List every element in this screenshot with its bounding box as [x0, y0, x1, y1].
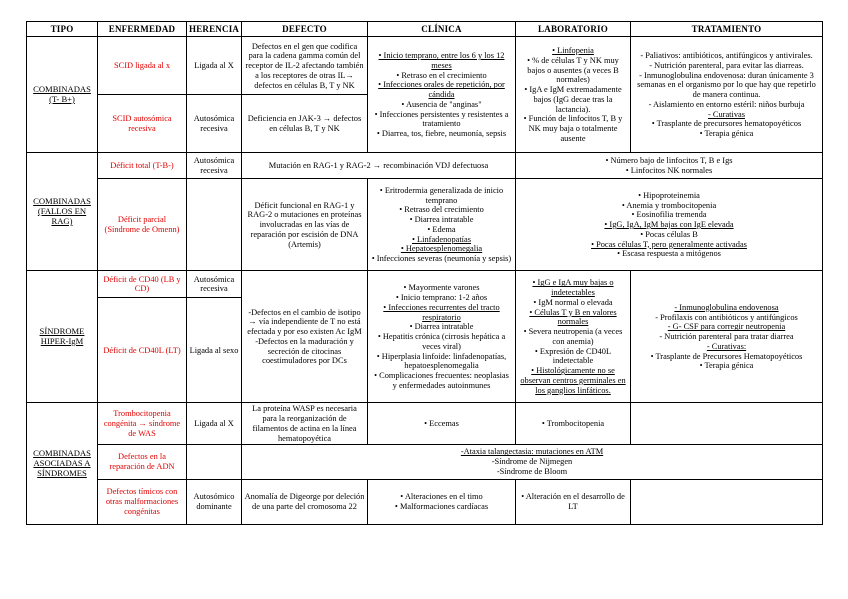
- higm-lab-line: • Severa neutropenia (a veces con anemia): [523, 327, 623, 346]
- row-rag-parcial: [27, 179, 823, 271]
- rag-total-resto: [516, 153, 823, 179]
- header-row: [27, 22, 823, 37]
- higm-clinica-line: • Complicaciones frecuentes: neoplasias y enfermedades autoinmunes: [374, 371, 509, 390]
- rag-parcial-resto: [516, 179, 823, 271]
- higm-clinica-line: • Diarrea intratable: [409, 322, 474, 332]
- higm-trat-line: - Profilaxis con antibióticos y antifúngicos: [655, 312, 798, 322]
- scid-x-defecto: Defectos en el gen que codifica para la cadena gamma común del receptor de IL-2 afectando también a los receptores de otras IL→ defectos en células B, T y NK: [242, 37, 368, 95]
- rag-parcial-defecto: Déficit funcional en RAG-1 y RAG-2 o mutaciones en proteínas involucradas en las vías de reparación por escisión de DNA (Artemis): [242, 179, 368, 271]
- rag-resto-line: • Pocas células T, pero generalmente activadas: [591, 239, 747, 249]
- higm-trat-line: • Trasplante de Precursores Hematopoyéticos: [650, 351, 803, 361]
- header-tipo: TIPO: [27, 22, 98, 37]
- was-clinica: • Eccemas: [368, 403, 516, 445]
- scid-clinica-line: • Infecciones orales de repetición, por cándida: [378, 80, 505, 100]
- rag-resto-line: • IgG, IgA, IgM bajas con IgE elevada: [604, 220, 734, 230]
- adn-line: -Síndrome de Bloom: [496, 466, 568, 476]
- was-herencia: Ligada al X: [187, 403, 242, 445]
- rag-clinica-line: • Hepatoesplenomegalia: [400, 244, 483, 254]
- rag-total-herencia: Autosómica recesiva: [187, 153, 242, 179]
- higm-clinica: [368, 271, 516, 403]
- rag-clinica-line: • Eritrodermia generalizada de inicio temprano: [379, 185, 504, 205]
- row-cd40: [27, 271, 823, 298]
- row-was: [27, 403, 823, 445]
- scid-clinica-line: • Retraso en el crecimiento: [396, 70, 487, 80]
- group-higm: SÍNDROME HIPER-IgM: [27, 271, 98, 403]
- higm-trat-line: - G- CSF para corregir neutropenia: [667, 322, 786, 332]
- row-rag-total: [27, 153, 823, 179]
- scid-lab-line: • IgA e IgM extremadamente bajos (IgG decae tras la lactancia).: [524, 85, 622, 114]
- timicos-tratamiento: [631, 479, 823, 524]
- timicos-enfermedad: Defectos tímicos con otras malformaciones congénitas: [98, 479, 187, 524]
- higm-lab-line: • Expresión de CD40L indetectable: [534, 346, 612, 366]
- adn-enfermedad: Defectos en la reparación de ADN: [98, 445, 187, 479]
- scid-clinica-line: • Ausencia de "anginas": [401, 99, 482, 109]
- adn-herencia: [187, 445, 242, 479]
- header-laboratorio: LABORATORIO: [516, 22, 631, 37]
- rag-clinica-line: • Retraso del crecimiento: [399, 205, 484, 215]
- scid-tratamiento: [631, 37, 823, 153]
- adn-line: -Síndrome de Nijmegen: [491, 457, 573, 467]
- timicos-clinica-line: • Malformaciones cardíacas: [394, 501, 489, 511]
- scid-clinica-line: • Infecciones persistentes y resistentes a tratamiento: [374, 109, 509, 129]
- rag-resto-line: • Eosinofilia tremenda: [631, 210, 707, 220]
- was-laboratorio: • Trombocitopenia: [516, 403, 631, 445]
- was-enfermedad: Trombocitopenia congénita → síndrome de WAS: [98, 403, 187, 445]
- cd40-herencia: Autosómica recesiva: [187, 271, 242, 298]
- scid-trat-line: • Terapia génica: [699, 129, 754, 139]
- rag-clinica-line: • Diarrea intratable: [409, 215, 474, 225]
- scid-trat-line: • Trasplante de precursores hematopoyéticos: [651, 119, 802, 129]
- scid-lab-line: • % de células T y NK muy bajos o ausentes (a veces B normales): [527, 55, 619, 85]
- rag-resto-line: • Escasa respuesta a mitógenos: [617, 249, 721, 259]
- scid-ar-herencia: Autosómica recesiva: [187, 95, 242, 153]
- rag-parcial-clinica: [368, 179, 516, 271]
- timicos-defecto: Anomalía de Digeorge por deleción de una parte del cromosoma 22: [242, 479, 368, 524]
- row-scid-x: [27, 37, 823, 95]
- rag-parcial-enfermedad: Déficit parcial (Síndrome de Omenn): [98, 179, 187, 271]
- rag-total-line: • Linfocitos NK normales: [625, 165, 713, 175]
- scid-clinica-line: • Diarrea, tos, fiebre, neumonía, sepsis: [376, 129, 507, 139]
- rag-clinica-line: • Linfadenopatías: [412, 234, 471, 244]
- scid-clinica-line: • Inicio temprano, entre los 6 y los 12 meses: [378, 51, 505, 70]
- adn-line: -Ataxia talangectasia: mutaciones en ATM: [460, 447, 604, 457]
- header-enfermedad: ENFERMEDAD: [98, 22, 187, 37]
- was-defecto: La proteína WASP es necesaria para la reorganización de filamentos de actina en la línea hematopoyética: [242, 403, 368, 445]
- adn-detalle: [242, 445, 823, 479]
- higm-tratamiento: [631, 271, 823, 403]
- timicos-laboratorio: • Alteración en el desarrollo de LT: [516, 479, 631, 524]
- scid-trat-line: - Inmunoglobulina endovenosa: duran únicamente 3 semanas en el organismo por lo que hay que repetirlo de manera continua.: [637, 70, 816, 100]
- rag-clinica-line: • Infecciones severas (neumonía y sepsis): [371, 254, 512, 264]
- higm-lab-line: • Células T y B en valores normales: [529, 307, 617, 327]
- higm-lab-line: • IgG e IgA muy bajas o indetectables: [532, 278, 614, 298]
- scid-trat-line: - Paliativos: antibióticos, antifúngicos y antivirales.: [640, 51, 813, 61]
- higm-clinica-line: • Hiperplasia linfoide: linfadenopatías, hepatoesplenomegalia: [376, 351, 507, 371]
- scid-ar-defecto: Deficiencia en JAK-3 → defectos en células B, T y NK: [242, 95, 368, 153]
- cd40l-enfermedad: Déficit de CD40L (LT): [98, 298, 187, 403]
- higm-clinica-line: • Inicio temprano: 1-2 años: [395, 293, 488, 303]
- higm-defecto: [242, 271, 368, 403]
- higm-defecto-line: -Defectos en la maduración y secreción de citocinas coestimuladores por DCs: [255, 336, 354, 366]
- rag-total-line: • Número bajo de linfocitos T, B e Igs: [605, 156, 733, 166]
- scid-ar-enfermedad: SCID autosómica recesiva: [98, 95, 187, 153]
- higm-laboratorio: [516, 271, 631, 403]
- timicos-clinica: [368, 479, 516, 524]
- row-adn: [27, 445, 823, 479]
- row-timicos: [27, 479, 823, 524]
- group-combinadas: COMBINADAS (T- B+): [27, 37, 98, 153]
- higm-lab-line: • IgM normal o elevada: [533, 297, 613, 307]
- higm-trat-line: - Nutrición parenteral para tratar diarrea: [659, 332, 794, 342]
- rag-resto-line: • Anemia y trombocitopenia: [621, 200, 717, 210]
- cd40-enfermedad: Déficit de CD40 (LB y CD): [98, 271, 187, 298]
- higm-clinica-line: • Hepatitis crónica (cirrosis hepática a veces viral): [377, 332, 506, 351]
- rag-resto-line: • Pocas células B: [640, 229, 698, 239]
- header-herencia: HERENCIA: [187, 22, 242, 37]
- rag-parcial-herencia: [187, 179, 242, 271]
- immunodeficiency-table: [26, 21, 823, 525]
- scid-laboratorio: [516, 37, 631, 153]
- timicos-clinica-line: • Alteraciones en el timo: [400, 491, 483, 501]
- scid-lab-line: • Función de linfocitos T, B y NK muy baja o totalmente ausente: [523, 114, 623, 143]
- higm-lab-line: • Histológicamente no se observan centros germinales en los ganglios linfáticos.: [520, 366, 626, 395]
- rag-total-defecto: Mutación en RAG-1 y RAG-2 → recombinación VDJ defectuosa: [242, 153, 516, 179]
- higm-trat-line: - Inmunoglobulina endovenosa: [674, 302, 779, 312]
- scid-lab-line: • Linfopenia: [552, 46, 594, 56]
- scid-trat-line: - Aislamiento en entorno estéril: niños burbuja: [648, 99, 805, 109]
- group-rag: COMBINADAS (FALLOS EN RAG): [27, 153, 98, 271]
- higm-clinica-line: • Mayormente varones: [403, 283, 480, 293]
- rag-resto-line: • Hipoproteinemia: [638, 190, 700, 200]
- higm-trat-line: • Terapia génica: [699, 361, 754, 371]
- header-defecto: DEFECTO: [242, 22, 368, 37]
- scid-trat-line: - Curativas: [708, 109, 745, 119]
- higm-clinica-line: • Infecciones recurrentes del tracto respiratorio: [383, 302, 500, 322]
- header-tratamiento: TRATAMIENTO: [631, 22, 823, 37]
- rag-total-enfermedad: Déficit total (T-B-): [98, 153, 187, 179]
- scid-clinica: [368, 37, 516, 153]
- header-clinica: CLÍNICA: [368, 22, 516, 37]
- cd40l-herencia: Ligada al sexo: [187, 298, 242, 403]
- higm-trat-line: - Curativas:: [706, 341, 747, 351]
- scid-x-herencia: Ligada al X: [187, 37, 242, 95]
- scid-x-enfermedad: SCID ligada al x: [98, 37, 187, 95]
- group-asociadas: COMBINADAS ASOCIADAS A SÍNDROMES: [27, 403, 98, 524]
- scid-trat-line: - Nutrición parenteral, para evitar las diarreas.: [649, 60, 804, 70]
- was-tratamiento: [631, 403, 823, 445]
- timicos-herencia: Autosómico dominante: [187, 479, 242, 524]
- higm-defecto-line: -Defectos en el cambio de isotipo → vía independiente de T no está efectada y por eso existen Ac IgM: [247, 307, 362, 337]
- rag-clinica-line: • Edema: [427, 224, 456, 234]
